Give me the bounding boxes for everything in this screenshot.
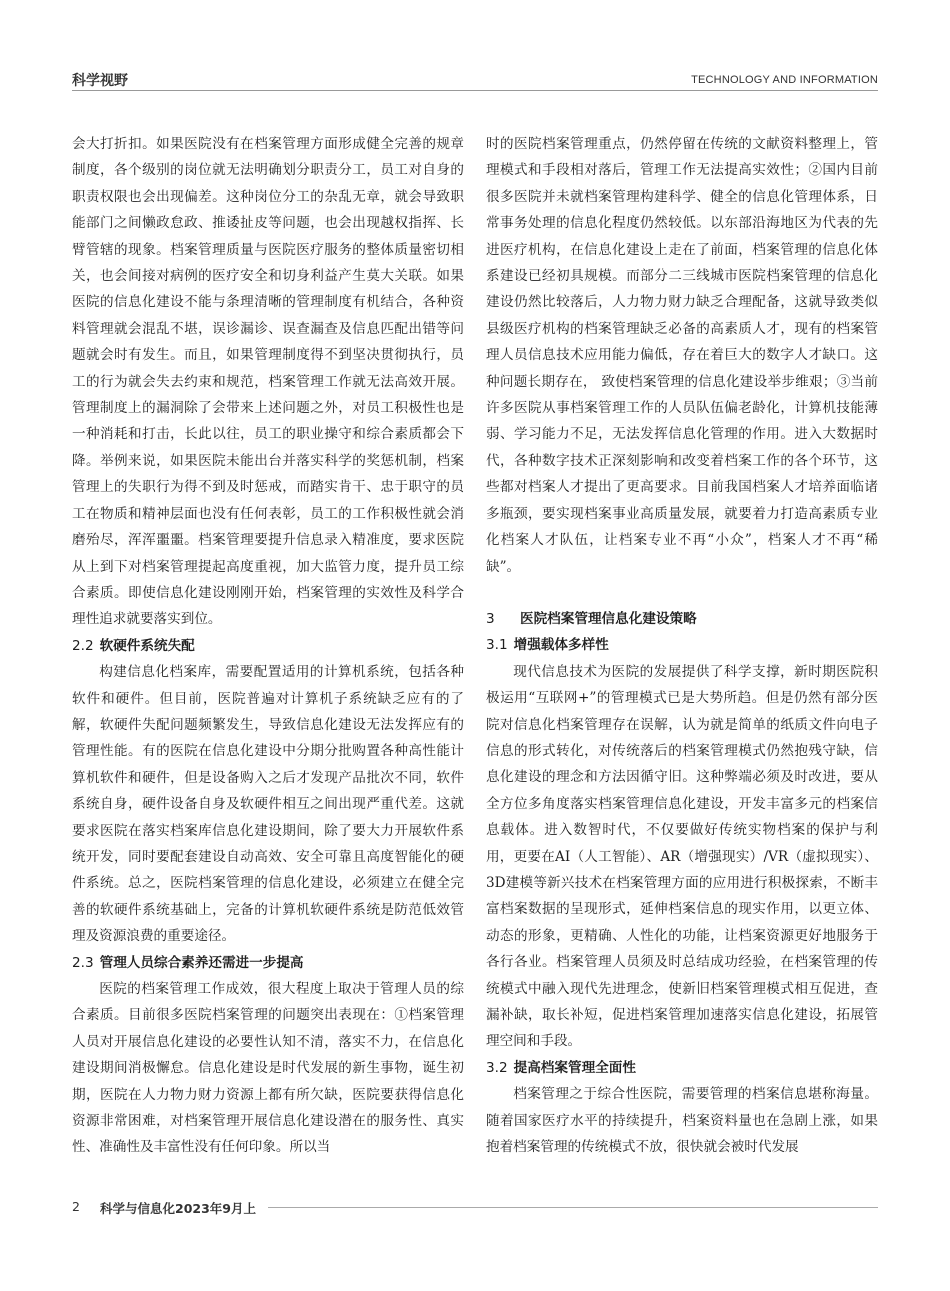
paragraph: 时的医院档案管理重点，仍然停留在传统的文献资料整理上，管理模式和手段相对落后，管理工作无法提高实效性；②国内目前很多医院并未就档案管理构建科学、健全的信息化管理体系，日常事务处理的信息化程度仍然较低。以东部沿海地区为代表的先进医疗机构，在信息化建设上走在了前面，档案管理的信息化体系建设已经初具规模。而部分二三线城市医院档案管理的信息化建设仍然比较落后，人力物力财力缺乏合理配备，这就导致类似县级医疗机构的档案管理缺乏必备的高素质人才，现有的档案管理人员信息技术应用能力偏低，存在着巨大的数字人才缺口。这种问题长期存在， 致使档案管理的信息化建设举步维艰；③当前许多医院从事档案管理工作的人员队伍偏老龄化，计算机技能薄弱、学习能力不足，无法发挥信息化管理的作用。进入大数据时代，各种数字技术正深刻影响和改变着档案工作的各个环节，这些都对档案人才提出了更高要求。目前我国档案人才培养面临诸多瓶颈，要实现档案事业高质量发展，就要着力打造高素质专业化档案人才队伍，让档案专业不再“小众”，档案人才不再“稀缺”。 [486,136,878,575]
paragraph: 医院的档案管理工作成效，很大程度上取决于管理人员的综合素质。目前很多医院档案管理的问题突出表现在：①档案管理人员对开展信息化建设的必要性认知不清，落实不力，在信息化建设期间消极懈怠。信息化建设是时代发展的新生事物，诞生初期，医院在人力物力财力资源上都有所欠缺，医院要获得信息化资源非常困难，对档案管理开展信息化建设潜在的服务性、真实性、准确性及丰富性没有任何印象。所以当 [72,981,464,1156]
left-column [72,131,464,1161]
subsection-title: 软硬件系统失配 [99,637,195,654]
paragraph: 构建信息化档案库，需要配置适用的计算机系统，包括各种软件和硬件。但目前，医院普遍对计算机子系统缺乏应有的了解，软硬件失配问题频繁发生，导致信息化建设无法发挥应有的管理性能。有的医院在信息化建设中分期分批购置各种高性能计算机软件和硬件，但是设备购入之后才发现产品批次不同，软件系统自身，硬件设备自身及软硬件相互之间出现严重代差。这就要求医院在落实档案库信息化建设期间，除了要大力开展软件系统开发，同时要配套建设自动高效、安全可靠且高度智能化的硬件系统。总之，医院档案管理的信息化建设，必须建立在健全完善的软硬件系统基础上，完备的计算机软硬件系统是防范低效管理及资源浪费的重要途径。 [72,664,464,945]
footer-journal-issue: 科学与信息化2023年9月上 [100,1201,256,1216]
subsection-number: 3.2 [486,1059,508,1076]
paragraph: 会大打折扣。如果医院没有在档案管理方面形成健全完善的规章制度，各个级别的岗位就无法明确划分职责分工，员工对自身的职责权限也会出现偏差。这种岗位分工的杂乱无章，就会导致职能部门之间懒政怠政、推诿扯皮等问题，也会出现越权指挥、长臂管辖的现象。档案管理质量与医院医疗服务的整体质量密切相关，也会间接对病例的医疗安全和切身利益产生莫大关联。如果医院的信息化建设不能与条理清晰的管理制度有机结合，各种资料管理就会混乱不堪，误诊漏诊、误查漏查及信息匹配出错等问题就会时有发生。而且，如果管理制度得不到坚决贯彻执行，员工的行为就会失去约束和规范，档案管理工作就无法高效开展。管理制度上的漏洞除了会带来上述问题之外，对员工积极性也是一种消耗和打击，长此以往，员工的职业操守和综合素质都会下降。举例来说，如果医院未能出台并落实科学的奖惩机制，档案管理上的失职行为得不到及时惩戒，而踏实肯干、忠于职守的员工在物质和精神层面也没有任何表彰，员工的工作积极性就会消磨殆尽，浑浑噩噩。档案管理要提升信息录入精准度，要求医院从上到下对档案管理提起高度重视，加大监管力度，提升员工综合素质。即使信息化建设刚刚开始，档案管理的实效性及科学合理性追求就要落实到位。 [72,136,464,628]
subsection-heading-3-2 [486,1055,878,1081]
subsection-heading-3-1 [486,632,878,658]
right-column [486,131,878,1160]
subsection-number: 2.3 [72,954,94,971]
subsection-number: 3.1 [486,637,508,654]
subsection-heading-2-2 [72,633,464,659]
header-divider [72,90,878,91]
subsection-title: 管理人员综合素养还需进一步提高 [99,954,304,971]
paragraph: 档案管理之于综合性医院，需要管理的档案信息堪称海量。随着国家医疗水平的持续提升，档案资料量也在急剧上涨，如果抱着档案管理的传统模式不放，很快就会被时代发展 [486,1086,878,1156]
subsection-number: 2.2 [72,637,94,654]
section-number: 3 [486,610,495,627]
footer-divider [268,1207,878,1208]
journal-section-name: 科学视野 [72,73,128,89]
section-title: 医院档案管理信息化建设策略 [520,610,697,627]
journal-english-title: TECHNOLOGY AND INFORMATION [691,74,878,86]
subsection-title: 增强载体多样性 [513,637,609,654]
subsection-title: 提高档案管理全面性 [513,1059,636,1076]
page-number: 2 [72,1199,80,1214]
paragraph: 现代信息技术为医院的发展提供了科学支撑，新时期医院积极运用“互联网+”的管理模式已是大势所趋。但是仍然有部分医院对信息化档案管理存在误解，认为就是简单的纸质文件向电子信息的形式转化，对传统落后的档案管理模式仍然抱残守缺，信息化建设的理念和方法因循守旧。这种弊端必须及时改进，要从全方位多角度落实档案管理信息化建设，开发丰富多元的档案信息载体。进入数智时代，不仅要做好传统实物档案的保护与利用，更要在AI（人工智能）、AR（增强现实）/VR（虚拟现实）、3D建模等新兴技术在档案管理方面的应用进行积极探索，不断丰富档案数据的呈现形式，延伸档案信息的现实作用，以更立体、动态的形象，更精确、人性化的功能，让档案资源更好地服务于各行各业。档案管理人员须及时总结成功经验，在档案管理的传统模式中融入现代先进理念，使新旧档案管理模式相互促进，查漏补缺，取长补短，促进档案管理加速落实信息化建设，拓展管理空间和手段。 [486,663,878,1050]
subsection-heading-2-3 [72,950,464,976]
section-heading-3 [486,606,878,632]
